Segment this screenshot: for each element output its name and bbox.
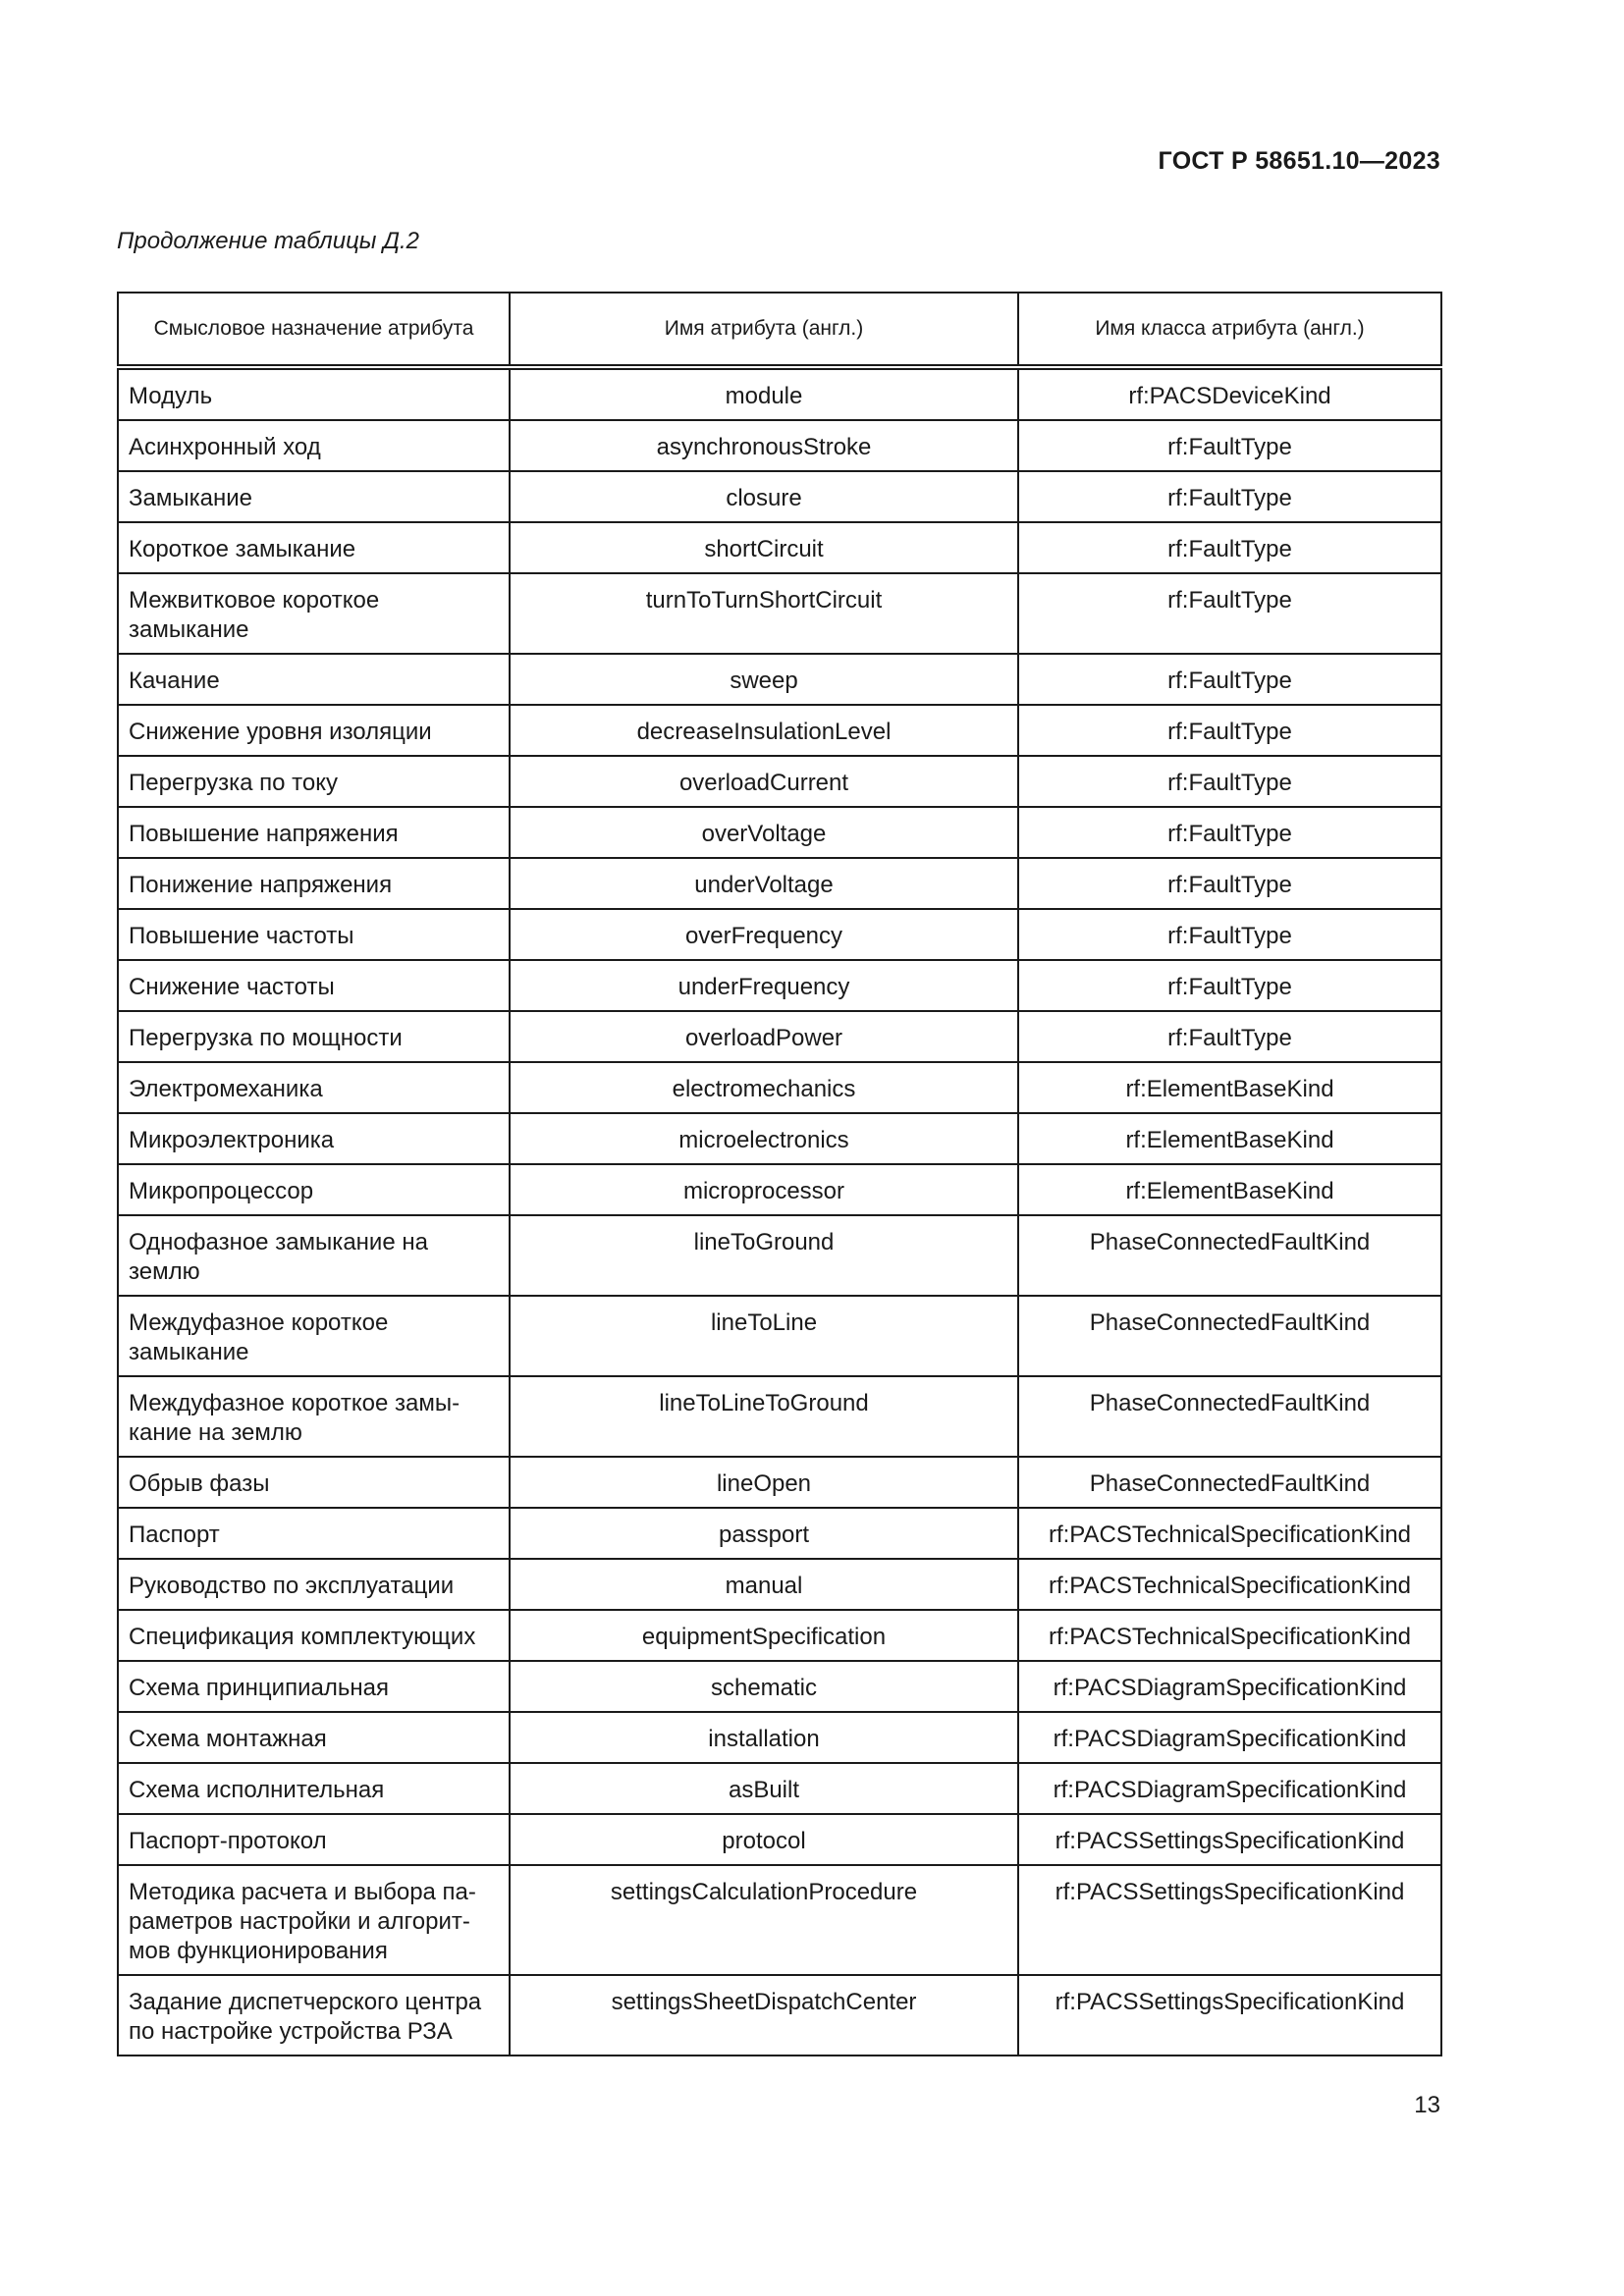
table-cell-meaning: Снижение уровня изоляции (118, 705, 510, 756)
table-cell-attribute-class: rf:FaultType (1018, 909, 1441, 960)
table-cell-attribute-name: electromechanics (510, 1062, 1018, 1113)
table-cell-meaning: Понижение напряжения (118, 858, 510, 909)
table-cell-attribute-name: shortCircuit (510, 522, 1018, 573)
table-cell-attribute-class: rf:ElementBaseKind (1018, 1164, 1441, 1215)
table-cell-meaning: Задание диспетчерского центра по настройке устройства РЗА (118, 1975, 510, 2056)
table-cell-attribute-name: lineToLine (510, 1296, 1018, 1376)
table-row (118, 1164, 1441, 1215)
table-cell-attribute-class: rf:FaultType (1018, 471, 1441, 522)
table-cell-attribute-class: PhaseConnectedFaultKind (1018, 1296, 1441, 1376)
table-cell-attribute-class: rf:PACSDiagramSpecificationKind (1018, 1763, 1441, 1814)
table-cell-attribute-name: asynchronousStroke (510, 420, 1018, 471)
table-cell-attribute-name: closure (510, 471, 1018, 522)
table-cell-meaning: Микропроцессор (118, 1164, 510, 1215)
table-cell-attribute-class: rf:PACSDiagramSpecificationKind (1018, 1712, 1441, 1763)
table-body (118, 367, 1441, 2056)
table-cell-attribute-name: overFrequency (510, 909, 1018, 960)
table-cell-attribute-class: rf:FaultType (1018, 858, 1441, 909)
table-row (118, 1559, 1441, 1610)
table-row (118, 1661, 1441, 1712)
table-cell-meaning: Руководство по эксплуатации (118, 1559, 510, 1610)
table-row (118, 1011, 1441, 1062)
table-cell-attribute-class: rf:FaultType (1018, 1011, 1441, 1062)
table-cell-meaning: Однофазное замыкание на землю (118, 1215, 510, 1296)
table-cell-attribute-name: sweep (510, 654, 1018, 705)
table-cell-meaning: Межвитковое короткое замыкание (118, 573, 510, 654)
table-cell-attribute-class: rf:FaultType (1018, 573, 1441, 654)
table-cell-attribute-name: lineToLineToGround (510, 1376, 1018, 1457)
table-cell-attribute-name: module (510, 367, 1018, 420)
table-cell-attribute-class: rf:PACSDeviceKind (1018, 367, 1441, 420)
table-cell-attribute-name: passport (510, 1508, 1018, 1559)
table-cell-meaning: Междуфазное короткое замы- кание на землю (118, 1376, 510, 1457)
table-row (118, 1113, 1441, 1164)
table-row (118, 1610, 1441, 1661)
table-row (118, 420, 1441, 471)
page-number: 13 (1414, 2092, 1440, 2118)
table-cell-attribute-class: rf:PACSTechnicalSpecificationKind (1018, 1508, 1441, 1559)
table-row (118, 1975, 1441, 2056)
table-row (118, 1763, 1441, 1814)
table-row (118, 1376, 1441, 1457)
table-cell-attribute-class: rf:ElementBaseKind (1018, 1113, 1441, 1164)
table-cell-meaning: Обрыв фазы (118, 1457, 510, 1508)
table-cell-attribute-class: PhaseConnectedFaultKind (1018, 1376, 1441, 1457)
table-cell-meaning: Междуфазное короткое замыкание (118, 1296, 510, 1376)
table-cell-meaning: Электромеханика (118, 1062, 510, 1113)
table-cell-attribute-class: rf:FaultType (1018, 522, 1441, 573)
table-cell-meaning: Спецификация комплектующих (118, 1610, 510, 1661)
table-row (118, 1215, 1441, 1296)
table-cell-attribute-class: rf:PACSSettingsSpecificationKind (1018, 1975, 1441, 2056)
table-cell-attribute-name: manual (510, 1559, 1018, 1610)
table-cell-attribute-class: rf:FaultType (1018, 960, 1441, 1011)
table-cell-attribute-name: settingsSheetDispatchCenter (510, 1975, 1018, 2056)
table-cell-attribute-name: turnToTurnShortCircuit (510, 573, 1018, 654)
table-row (118, 1457, 1441, 1508)
table-row (118, 522, 1441, 573)
table-cell-attribute-class: rf:PACSTechnicalSpecificationKind (1018, 1559, 1441, 1610)
table-header-row (118, 293, 1441, 367)
table-cell-attribute-name: overVoltage (510, 807, 1018, 858)
table-row (118, 654, 1441, 705)
table-row (118, 1814, 1441, 1865)
table-cell-meaning: Перегрузка по мощности (118, 1011, 510, 1062)
table-cell-attribute-class: rf:FaultType (1018, 654, 1441, 705)
table-cell-attribute-name: lineOpen (510, 1457, 1018, 1508)
table-cell-meaning: Асинхронный ход (118, 420, 510, 471)
table-cell-attribute-name: asBuilt (510, 1763, 1018, 1814)
table-cell-attribute-class: rf:FaultType (1018, 756, 1441, 807)
table-row (118, 1508, 1441, 1559)
table-row (118, 573, 1441, 654)
table-cell-attribute-class: rf:FaultType (1018, 705, 1441, 756)
table-cell-meaning: Повышение частоты (118, 909, 510, 960)
table-continuation-caption: Продолжение таблицы Д.2 (117, 228, 420, 254)
table-row (118, 1062, 1441, 1113)
table-cell-attribute-name: underVoltage (510, 858, 1018, 909)
table-cell-attribute-name: decreaseInsulationLevel (510, 705, 1018, 756)
table-row (118, 1296, 1441, 1376)
table-cell-attribute-class: rf:PACSSettingsSpecificationKind (1018, 1814, 1441, 1865)
table-cell-meaning: Методика расчета и выбора па- раметров настройки и алгорит- мов функционирования (118, 1865, 510, 1975)
table-row (118, 1865, 1441, 1975)
table-cell-attribute-name: settingsCalculationProcedure (510, 1865, 1018, 1975)
table-cell-attribute-name: equipmentSpecification (510, 1610, 1018, 1661)
table-cell-attribute-name: overloadPower (510, 1011, 1018, 1062)
table-cell-meaning: Паспорт-протокол (118, 1814, 510, 1865)
table-row (118, 471, 1441, 522)
table-cell-meaning: Повышение напряжения (118, 807, 510, 858)
table-cell-attribute-class: rf:FaultType (1018, 807, 1441, 858)
table-row (118, 807, 1441, 858)
column-header-attribute-class: Имя класса атрибута (англ.) (1018, 293, 1441, 367)
table-cell-attribute-name: microelectronics (510, 1113, 1018, 1164)
table-row (118, 367, 1441, 420)
table-cell-meaning: Паспорт (118, 1508, 510, 1559)
table-row (118, 705, 1441, 756)
table-cell-meaning: Замыкание (118, 471, 510, 522)
table-cell-meaning: Короткое замыкание (118, 522, 510, 573)
table-cell-attribute-class: rf:ElementBaseKind (1018, 1062, 1441, 1113)
table-cell-attribute-name: overloadCurrent (510, 756, 1018, 807)
table-cell-attribute-name: installation (510, 1712, 1018, 1763)
table-cell-meaning: Перегрузка по току (118, 756, 510, 807)
table-cell-meaning: Схема исполнительная (118, 1763, 510, 1814)
table-cell-attribute-class: PhaseConnectedFaultKind (1018, 1457, 1441, 1508)
table-cell-attribute-name: microprocessor (510, 1164, 1018, 1215)
table-cell-attribute-name: underFrequency (510, 960, 1018, 1011)
table-row (118, 1712, 1441, 1763)
table-cell-attribute-name: protocol (510, 1814, 1018, 1865)
table-row (118, 858, 1441, 909)
table-cell-meaning: Схема принципиальная (118, 1661, 510, 1712)
table-cell-attribute-class: rf:FaultType (1018, 420, 1441, 471)
table-cell-attribute-name: lineToGround (510, 1215, 1018, 1296)
column-header-meaning: Смысловое назначение атрибута (118, 293, 510, 367)
table-cell-meaning: Модуль (118, 367, 510, 420)
table-cell-attribute-class: rf:PACSTechnicalSpecificationKind (1018, 1610, 1441, 1661)
column-header-attribute-name: Имя атрибута (англ.) (510, 293, 1018, 367)
table-cell-meaning: Качание (118, 654, 510, 705)
table-cell-attribute-class: rf:PACSSettingsSpecificationKind (1018, 1865, 1441, 1975)
table-row (118, 960, 1441, 1011)
table-cell-attribute-class: PhaseConnectedFaultKind (1018, 1215, 1441, 1296)
table-cell-attribute-name: schematic (510, 1661, 1018, 1712)
table-cell-meaning: Микроэлектроника (118, 1113, 510, 1164)
table-row (118, 756, 1441, 807)
table-cell-meaning: Снижение частоты (118, 960, 510, 1011)
document-code: ГОСТ Р 58651.10—2023 (1158, 147, 1440, 175)
table-cell-attribute-class: rf:PACSDiagramSpecificationKind (1018, 1661, 1441, 1712)
table-cell-meaning: Схема монтажная (118, 1712, 510, 1763)
table-row (118, 909, 1441, 960)
attribute-table (117, 292, 1442, 2056)
